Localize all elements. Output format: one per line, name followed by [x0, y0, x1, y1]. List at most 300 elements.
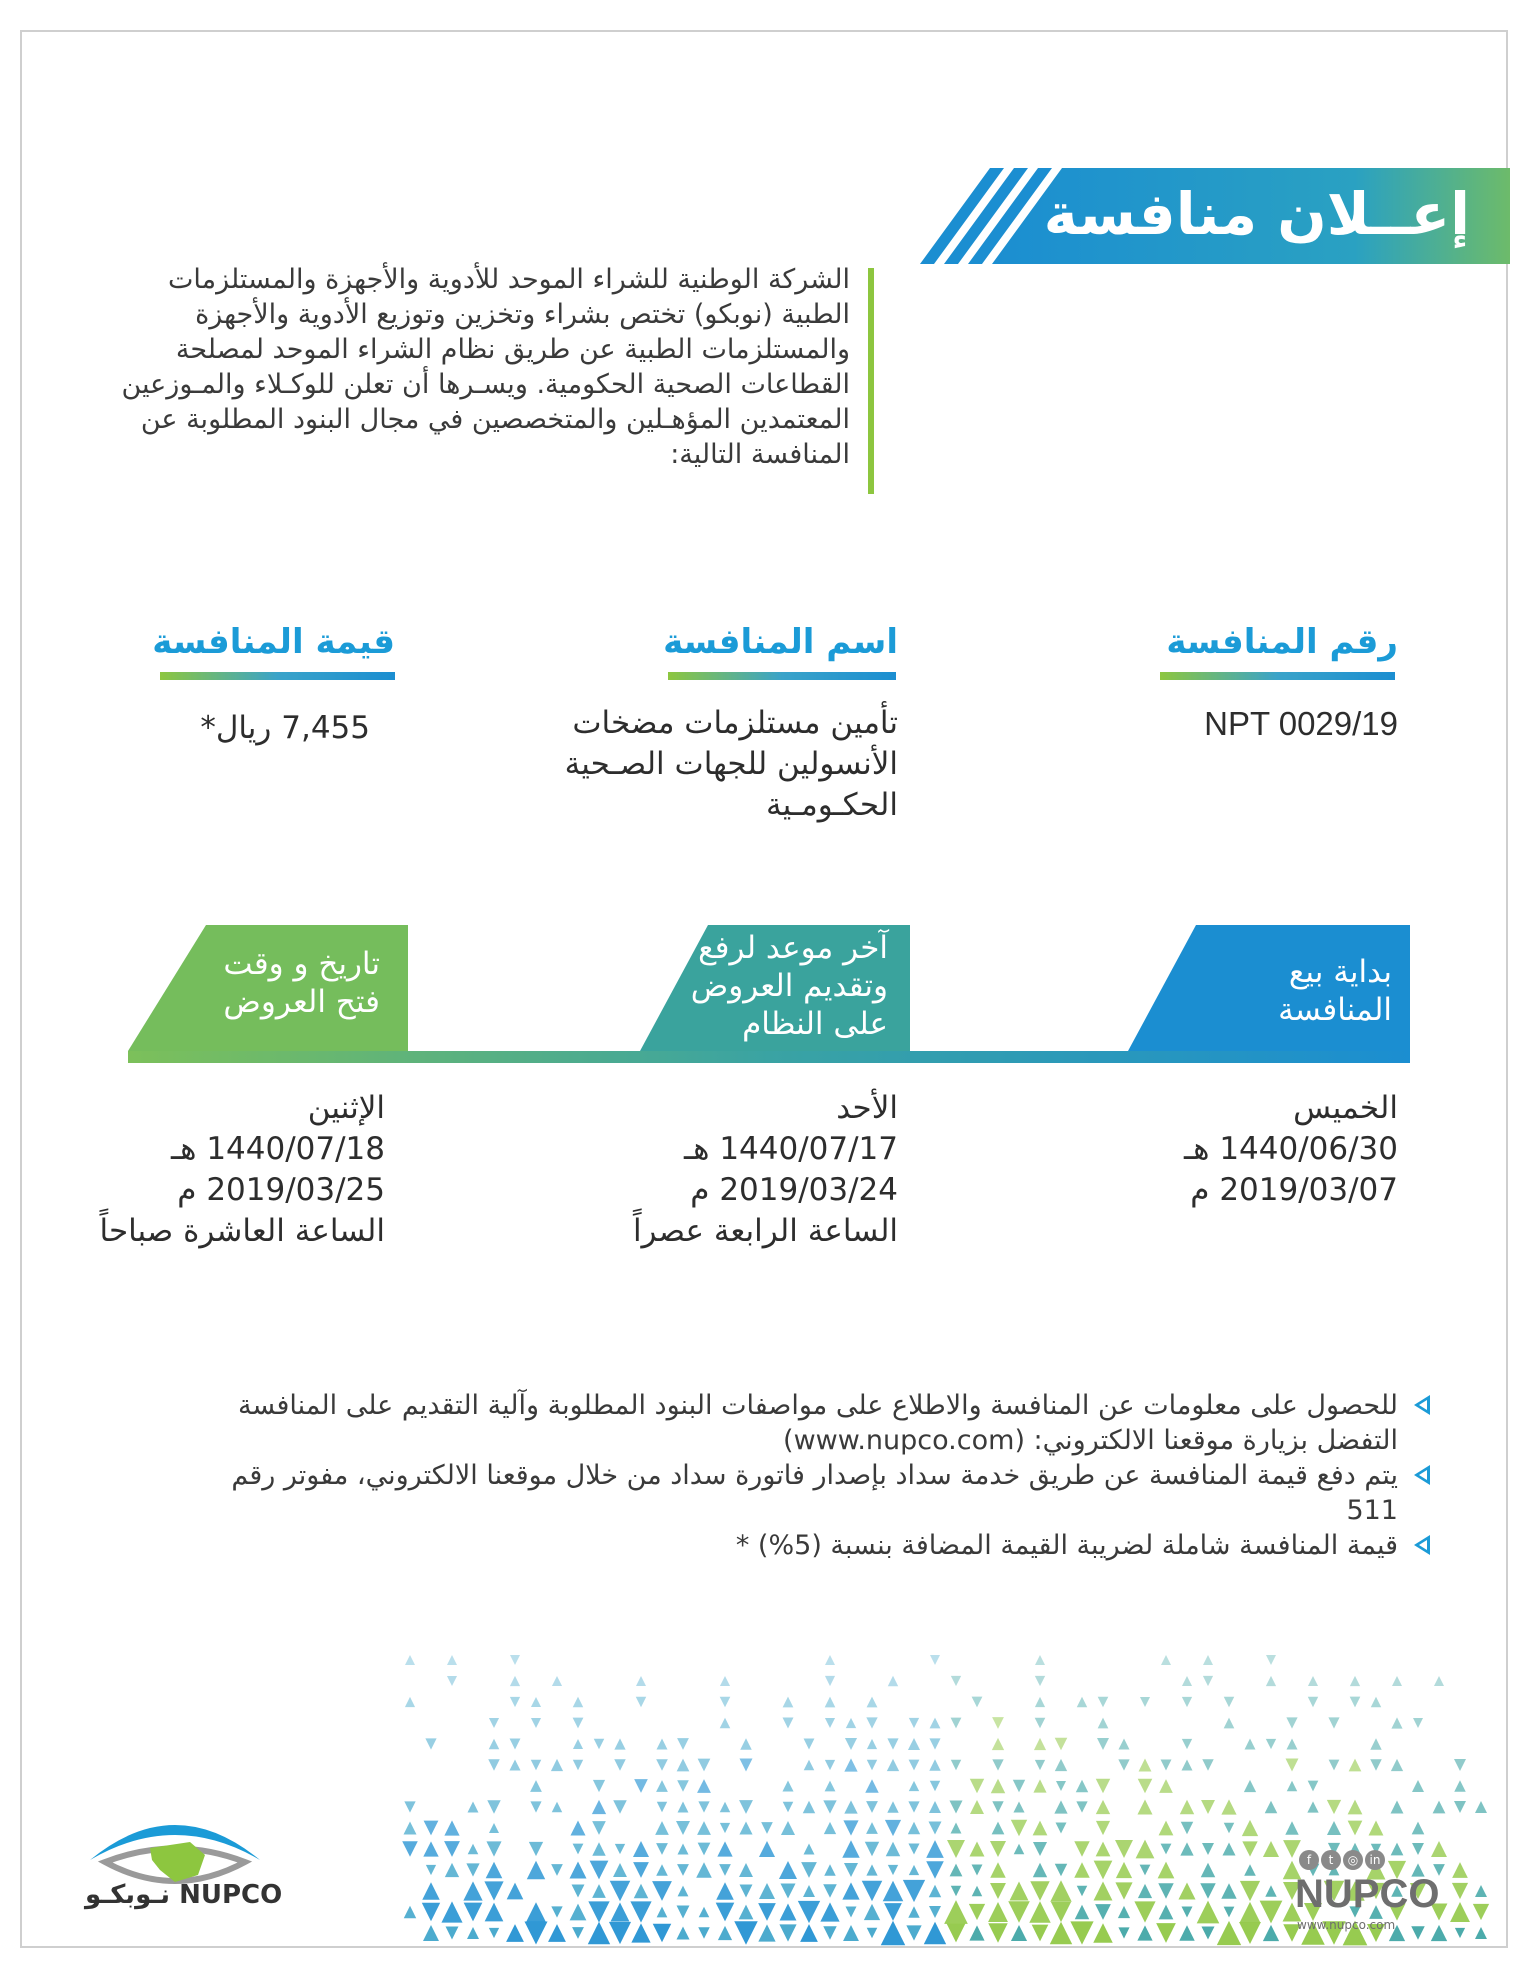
- pattern-triangle: [804, 1739, 815, 1750]
- pattern-triangle: [634, 1884, 648, 1898]
- pattern-triangle: [1118, 1906, 1130, 1918]
- pattern-triangle: [930, 1655, 940, 1665]
- pattern-triangle: [1412, 1843, 1424, 1855]
- pattern-triangle: [843, 1925, 859, 1941]
- pattern-triangle: [804, 1760, 815, 1771]
- pattern-triangle: [1156, 1923, 1176, 1943]
- pattern-triangle: [909, 1760, 920, 1771]
- pattern-triangle: [631, 1923, 650, 1942]
- pattern-triangle: [1224, 1823, 1235, 1834]
- pattern-triangle: [697, 1821, 711, 1835]
- pattern-triangle: [1202, 1759, 1213, 1770]
- pattern-triangle: [803, 1885, 815, 1897]
- pattern-triangle: [531, 1760, 541, 1770]
- pattern-triangle: [572, 1885, 585, 1898]
- pattern-triangle: [1349, 1759, 1362, 1772]
- pattern-triangle: [506, 1924, 524, 1942]
- pattern-triangle: [1158, 1883, 1173, 1898]
- pattern-triangle: [1475, 1927, 1487, 1939]
- pattern-triangle: [1308, 1676, 1318, 1686]
- pattern-triangle: [716, 1903, 735, 1922]
- pattern-triangle: [718, 1926, 732, 1940]
- pattern-triangle: [717, 1841, 732, 1856]
- pattern-triangle: [1180, 1800, 1194, 1814]
- pattern-triangle: [677, 1759, 690, 1772]
- pattern-triangle: [1287, 1781, 1297, 1791]
- title-banner: [920, 168, 1510, 264]
- tender-price-underline: [160, 672, 395, 680]
- pattern-triangle: [489, 1739, 499, 1749]
- pattern-triangle: [1391, 1801, 1404, 1814]
- pattern-triangle: [883, 1881, 904, 1902]
- deadline-day: الأحد: [836, 1090, 898, 1126]
- pattern-triangle: [740, 1738, 751, 1749]
- pattern-triangle: [1182, 1697, 1192, 1707]
- pattern-triangle: [1245, 1739, 1256, 1750]
- pattern-triangle: [951, 1676, 961, 1686]
- pattern-triangle: [404, 1801, 415, 1812]
- pattern-triangle: [444, 1820, 459, 1835]
- pattern-triangle: [1034, 1738, 1046, 1750]
- pattern-triangle: [866, 1822, 878, 1834]
- pattern-triangle: [1098, 1697, 1109, 1708]
- pattern-triangle: [1137, 1925, 1152, 1940]
- pattern-triangle: [824, 1864, 835, 1875]
- pattern-triangle: [510, 1739, 521, 1750]
- pattern-triangle: [759, 1841, 775, 1857]
- note-item: قيمة المنافسة شاملة لضريبة القيمة المضافة بنسبة (5%) *: [230, 1528, 1400, 1563]
- pattern-triangle: [613, 1863, 627, 1877]
- deadline-time: الساعة الرابعة عصراً: [632, 1213, 898, 1249]
- pattern-triangle: [1391, 1759, 1403, 1771]
- pattern-triangle: [463, 1881, 482, 1900]
- pattern-triangle: [1412, 1780, 1424, 1792]
- pattern-triangle: [1224, 1697, 1235, 1708]
- pattern-triangle: [485, 1903, 504, 1922]
- pattern-triangle: [1035, 1655, 1045, 1665]
- intro-paragraph: الشركة الوطنية للشراء الموحد للأدوية والأجهزة والمستلزمات الطبية (نوبكو) تختص بشراء وتخزين وتوزيع الأدوية والأجهزة والمستلزمات الطبية عن طريق نظام الشراء الموحد لمصلحة القطاعات الصحية الحكومية. ويسـرها أن تعلن للوكـلاء والمـوزعين المعتمدين المؤهـلين والمتخصصين في مجال البنود المطلوبة عن المنافسة التالية:: [121, 264, 850, 470]
- pattern-triangle: [698, 1801, 709, 1812]
- pattern-triangle: [908, 1822, 920, 1834]
- pattern-triangle: [422, 1903, 440, 1921]
- pattern-triangle: [783, 1697, 794, 1708]
- pattern-triangle: [1222, 1842, 1235, 1855]
- twitter-icon[interactable]: t: [1321, 1850, 1341, 1870]
- pattern-triangle: [677, 1738, 689, 1750]
- pattern-triangle: [1159, 1779, 1173, 1793]
- pattern-triangle: [1329, 1760, 1340, 1771]
- pattern-triangle: [510, 1697, 520, 1707]
- pattern-triangle: [887, 1801, 898, 1812]
- pattern-triangle: [798, 1901, 820, 1923]
- pattern-triangle: [1181, 1906, 1192, 1917]
- pattern-triangle: [1431, 1841, 1447, 1857]
- pattern-triangle: [991, 1779, 1005, 1793]
- social-icons: [1297, 1850, 1385, 1870]
- pattern-triangle: [530, 1801, 541, 1812]
- pattern-triangle: [908, 1738, 920, 1750]
- pattern-triangle: [926, 1861, 944, 1879]
- tender-name-value: تأمين مستلزمات مضخات الأنسولين للجهات الصـحية الحكـومـية: [564, 705, 898, 823]
- pattern-triangle: [1434, 1676, 1444, 1686]
- pattern-triangle: [906, 1925, 921, 1940]
- pattern-triangle: [466, 1863, 479, 1876]
- pattern-triangle: [1075, 1905, 1089, 1919]
- pattern-triangle: [614, 1759, 626, 1771]
- pattern-triangle: [886, 1842, 901, 1857]
- pattern-triangle: [698, 1759, 711, 1772]
- pattern-triangle: [488, 1759, 500, 1771]
- pattern-triangle: [441, 1901, 462, 1922]
- pattern-triangle: [908, 1843, 919, 1854]
- pattern-triangle: [570, 1862, 587, 1879]
- pattern-triangle: [1115, 1840, 1133, 1858]
- instagram-icon[interactable]: ◎: [1343, 1850, 1363, 1870]
- pattern-triangle: [1180, 1842, 1193, 1855]
- pattern-triangle: [929, 1822, 942, 1835]
- pattern-triangle: [780, 1904, 797, 1921]
- pattern-triangle: [1161, 1655, 1171, 1665]
- pattern-triangle: [1055, 1738, 1068, 1751]
- pattern-triangle: [1433, 1801, 1446, 1814]
- timeline-bar: [128, 925, 1410, 1065]
- pattern-triangle: [573, 1844, 584, 1855]
- pattern-triangle: [888, 1676, 898, 1686]
- pattern-triangle: [969, 1925, 984, 1940]
- nupco-logo-text: نـوبكـو NUPCO: [85, 1880, 283, 1910]
- pattern-triangle: [843, 1820, 858, 1835]
- start-day: الخميس: [1293, 1090, 1398, 1126]
- pattern-triangle: [444, 1841, 460, 1857]
- pattern-triangle: [992, 1822, 1005, 1835]
- pattern-triangle: [1412, 1822, 1425, 1835]
- pattern-triangle: [594, 1739, 604, 1749]
- pattern-triangle: [972, 1697, 983, 1708]
- pattern-triangle: [1054, 1800, 1067, 1813]
- pattern-triangle: [1035, 1676, 1045, 1686]
- pattern-triangle: [696, 1862, 712, 1878]
- pattern-triangle: [489, 1823, 499, 1833]
- pattern-triangle: [866, 1864, 877, 1875]
- pattern-triangle: [1452, 1883, 1468, 1899]
- pattern-triangle: [425, 1738, 436, 1749]
- pattern-triangle: [992, 1801, 1003, 1812]
- pattern-triangle: [1266, 1655, 1276, 1665]
- pattern-triangle: [573, 1760, 583, 1770]
- pattern-triangle: [592, 1842, 605, 1855]
- pattern-triangle: [951, 1823, 962, 1834]
- pattern-triangle: [972, 1865, 983, 1876]
- pattern-triangle: [1286, 1738, 1297, 1749]
- opening-hijri: 1440/07/18 هـ: [171, 1131, 385, 1167]
- pattern-triangle: [573, 1739, 583, 1749]
- pattern-triangle: [846, 1907, 857, 1918]
- pattern-triangle: [1350, 1697, 1361, 1708]
- pattern-triangle: [524, 1921, 547, 1944]
- pattern-triangle: [864, 1904, 880, 1920]
- pattern-triangle: [1029, 1901, 1050, 1922]
- pattern-triangle: [1118, 1759, 1129, 1770]
- notes-list: [230, 1388, 1400, 1563]
- pattern-triangle: [1350, 1676, 1360, 1686]
- pattern-triangle: [636, 1676, 646, 1686]
- pattern-triangle: [652, 1881, 672, 1901]
- pattern-triangle: [509, 1759, 520, 1770]
- pattern-triangle: [823, 1800, 836, 1813]
- pattern-triangle: [844, 1758, 857, 1771]
- pattern-triangle: [1308, 1697, 1318, 1707]
- pattern-triangle: [1051, 1902, 1071, 1922]
- opening-date: [100, 1088, 386, 1252]
- pattern-triangle: [697, 1779, 711, 1793]
- pattern-triangle: [593, 1780, 605, 1792]
- pattern-triangle: [1370, 1759, 1381, 1770]
- pattern-triangle: [1011, 1820, 1027, 1836]
- pattern-triangle: [1033, 1863, 1047, 1877]
- pattern-triangle: [464, 1903, 483, 1922]
- pattern-triangle: [1475, 1885, 1487, 1897]
- pattern-triangle: [823, 1884, 837, 1898]
- pattern-triangle: [1240, 1902, 1260, 1922]
- pattern-triangle: [1202, 1843, 1214, 1855]
- pattern-triangle: [1224, 1718, 1235, 1729]
- pattern-triangle: [1050, 1880, 1071, 1901]
- pattern-triangle: [862, 1881, 883, 1902]
- pattern-triangle: [510, 1655, 520, 1665]
- pattern-triangle: [947, 1924, 966, 1943]
- pattern-triangle: [1094, 1882, 1113, 1901]
- pattern-triangle: [1074, 1862, 1089, 1877]
- pattern-triangle: [1181, 1822, 1194, 1835]
- pattern-triangle: [1452, 1862, 1468, 1878]
- pattern-triangle: [1308, 1781, 1319, 1792]
- pattern-triangle: [908, 1801, 919, 1812]
- tender-number-value: NPT 0029/19: [1204, 705, 1398, 742]
- pattern-triangle: [1050, 1922, 1072, 1944]
- pattern-triangle: [1327, 1800, 1341, 1814]
- pattern-triangle: [1010, 1882, 1029, 1901]
- pattern-triangle: [780, 1883, 795, 1898]
- pattern-triangle: [403, 1821, 416, 1834]
- pattern-triangle: [825, 1718, 835, 1728]
- pattern-triangle: [720, 1697, 731, 1708]
- pattern-triangle: [909, 1718, 919, 1728]
- pattern-triangle: [1224, 1907, 1235, 1918]
- pattern-triangle: [446, 1927, 459, 1940]
- pattern-triangle: [990, 1841, 1006, 1857]
- pattern-triangle: [970, 1842, 985, 1857]
- pattern-triangle: [1348, 1821, 1363, 1836]
- pattern-triangle: [1096, 1779, 1111, 1794]
- pattern-triangle: [1371, 1697, 1381, 1707]
- pattern-triangle: [1134, 1901, 1155, 1922]
- pattern-triangle: [676, 1821, 690, 1835]
- pattern-triangle: [656, 1864, 668, 1876]
- pattern-triangle: [720, 1823, 730, 1833]
- pattern-triangle: [422, 1882, 439, 1899]
- pattern-triangle: [842, 1840, 859, 1857]
- page-title: إعــلان منافسة: [1043, 180, 1470, 248]
- pattern-triangle: [1055, 1759, 1067, 1771]
- pattern-triangle: [526, 1902, 546, 1922]
- pattern-triangle: [1137, 1799, 1152, 1814]
- pattern-triangle: [467, 1927, 479, 1939]
- pattern-triangle: [529, 1842, 543, 1856]
- pattern-triangle: [969, 1904, 985, 1920]
- pattern-triangle: [1161, 1844, 1172, 1855]
- nupco-wordmark: NUPCO: [1295, 1872, 1440, 1916]
- pattern-triangle: [1240, 1881, 1260, 1901]
- pattern-triangle: [1285, 1821, 1298, 1834]
- pattern-triangle: [551, 1906, 562, 1917]
- pattern-triangle: [1286, 1759, 1299, 1772]
- pattern-triangle: [970, 1800, 984, 1814]
- pattern-triangle: [1201, 1863, 1216, 1878]
- pattern-triangle: [1116, 1862, 1132, 1878]
- pattern-triangle: [866, 1717, 877, 1728]
- pattern-triangle: [1369, 1821, 1384, 1836]
- pattern-triangle: [992, 1717, 1004, 1729]
- tender-price-value: 7,455 ريال*: [200, 710, 370, 746]
- pattern-triangle: [783, 1802, 794, 1813]
- pattern-triangle: [1161, 1760, 1172, 1771]
- website-url[interactable]: www.nupco.com: [1297, 1918, 1396, 1932]
- pattern-triangle: [1286, 1717, 1297, 1728]
- pattern-triangle: [739, 1800, 753, 1814]
- pattern-triangle: [1159, 1821, 1174, 1836]
- pattern-triangle: [1242, 1820, 1258, 1836]
- facebook-icon[interactable]: f: [1299, 1850, 1319, 1870]
- pattern-triangle: [484, 1881, 503, 1900]
- pattern-triangle: [992, 1759, 1003, 1770]
- pattern-triangle: [677, 1864, 689, 1876]
- pattern-triangle: [590, 1861, 609, 1880]
- start-label: بداية بيع المنافسة: [1278, 954, 1392, 1028]
- pattern-triangle: [846, 1718, 856, 1728]
- pattern-triangle: [1179, 1925, 1194, 1940]
- pattern-triangle: [634, 1779, 648, 1793]
- pattern-triangle: [1074, 1841, 1089, 1856]
- note-item: للحصول على معلومات عن المنافسة والاطلاع على مواصفات البنود المطلوبة وآلية التقديم على المنافسة التفضل بزيارة موقعنا الالكتروني: (www.nupco.com): [230, 1388, 1400, 1458]
- pattern-triangle: [1221, 1799, 1236, 1814]
- pattern-triangle: [1391, 1843, 1404, 1856]
- pattern-triangle: [1411, 1926, 1424, 1939]
- pattern-triangle: [867, 1760, 877, 1770]
- pattern-triangle: [489, 1718, 499, 1728]
- opening-day: الإثنين: [307, 1090, 385, 1126]
- opening-label: تاريخ و وقت فتح العروض: [223, 946, 380, 1020]
- pattern-triangle: [678, 1886, 689, 1897]
- pattern-triangle: [1056, 1781, 1066, 1791]
- pattern-triangle: [447, 1676, 457, 1686]
- pattern-triangle: [972, 1886, 982, 1896]
- pattern-triangle: [552, 1802, 562, 1812]
- deadline-hijri: 1440/07/17 هـ: [684, 1131, 898, 1167]
- pattern-triangle: [1455, 1928, 1465, 1938]
- pattern-triangle: [570, 1904, 587, 1921]
- pattern-triangle: [1265, 1885, 1276, 1896]
- pattern-triangle: [951, 1718, 962, 1729]
- linkedin-icon[interactable]: in: [1365, 1850, 1385, 1870]
- pattern-triangle: [614, 1738, 625, 1749]
- pattern-triangle: [1454, 1801, 1466, 1813]
- pattern-triangle: [531, 1718, 541, 1728]
- pattern-triangle: [1182, 1760, 1193, 1771]
- pattern-triangle: [884, 1903, 902, 1921]
- pattern-triangle: [929, 1885, 941, 1897]
- deadline-date: [633, 1088, 898, 1252]
- pattern-triangle: [740, 1885, 753, 1898]
- pattern-triangle: [1008, 1901, 1030, 1923]
- pattern-triangle: [885, 1820, 901, 1836]
- pattern-triangle: [653, 1924, 672, 1943]
- pattern-triangle: [551, 1864, 563, 1876]
- pattern-triangle: [950, 1864, 963, 1877]
- pattern-triangle: [888, 1865, 898, 1875]
- tender-price-heading: قيمة المنافسة: [152, 622, 395, 662]
- pattern-triangle: [609, 1922, 631, 1944]
- pattern-triangle: [800, 1924, 818, 1942]
- pattern-triangle: [613, 1800, 627, 1814]
- pattern-triangle: [1182, 1676, 1192, 1686]
- pattern-triangle: [570, 1820, 585, 1835]
- pattern-triangle: [1473, 1904, 1489, 1920]
- pattern-triangle: [657, 1907, 668, 1918]
- pattern-triangle: [881, 1921, 905, 1945]
- pattern-triangle: [1095, 1904, 1111, 1920]
- pattern-triangle: [820, 1902, 839, 1921]
- pattern-triangle: [990, 1862, 1005, 1877]
- pattern-triangle: [655, 1821, 669, 1835]
- pattern-triangle: [1013, 1801, 1024, 1812]
- pattern-triangle: [801, 1862, 817, 1878]
- pattern-triangle: [824, 1822, 836, 1834]
- pattern-triangle: [909, 1781, 919, 1791]
- pattern-triangle: [951, 1886, 961, 1896]
- pattern-triangle: [656, 1843, 668, 1855]
- pattern-triangle: [734, 1921, 758, 1945]
- pattern-triangle: [758, 1924, 775, 1941]
- pattern-triangle: [405, 1655, 415, 1665]
- pattern-triangle: [1096, 1842, 1111, 1857]
- pattern-triangle: [930, 1718, 941, 1729]
- pattern-triangle: [1260, 1901, 1283, 1924]
- pattern-triangle: [657, 1739, 668, 1750]
- pattern-triangle: [844, 1863, 858, 1877]
- pattern-triangle: [1431, 1925, 1447, 1941]
- pattern-triangle: [1076, 1780, 1088, 1792]
- pattern-triangle: [468, 1844, 479, 1855]
- pattern-triangle: [1182, 1739, 1192, 1749]
- pattern-triangle: [1450, 1902, 1470, 1922]
- pattern-triangle: [1013, 1780, 1025, 1792]
- pattern-triangle: [887, 1738, 898, 1749]
- pattern-triangle: [988, 1902, 1008, 1922]
- pattern-triangle: [825, 1697, 836, 1708]
- pattern-triangle: [677, 1906, 690, 1919]
- pattern-triangle: [1140, 1865, 1151, 1876]
- pattern-triangle: [1221, 1883, 1236, 1898]
- pattern-triangle: [677, 1780, 689, 1792]
- pattern-triangle: [825, 1781, 836, 1792]
- pattern-triangle: [926, 1840, 944, 1858]
- pattern-triangle: [781, 1821, 795, 1835]
- pattern-triangle: [615, 1844, 625, 1854]
- pattern-triangle: [404, 1906, 416, 1918]
- pattern-triangle: [1138, 1779, 1153, 1794]
- pattern-triangle: [867, 1739, 877, 1749]
- pattern-triangle: [719, 1864, 731, 1876]
